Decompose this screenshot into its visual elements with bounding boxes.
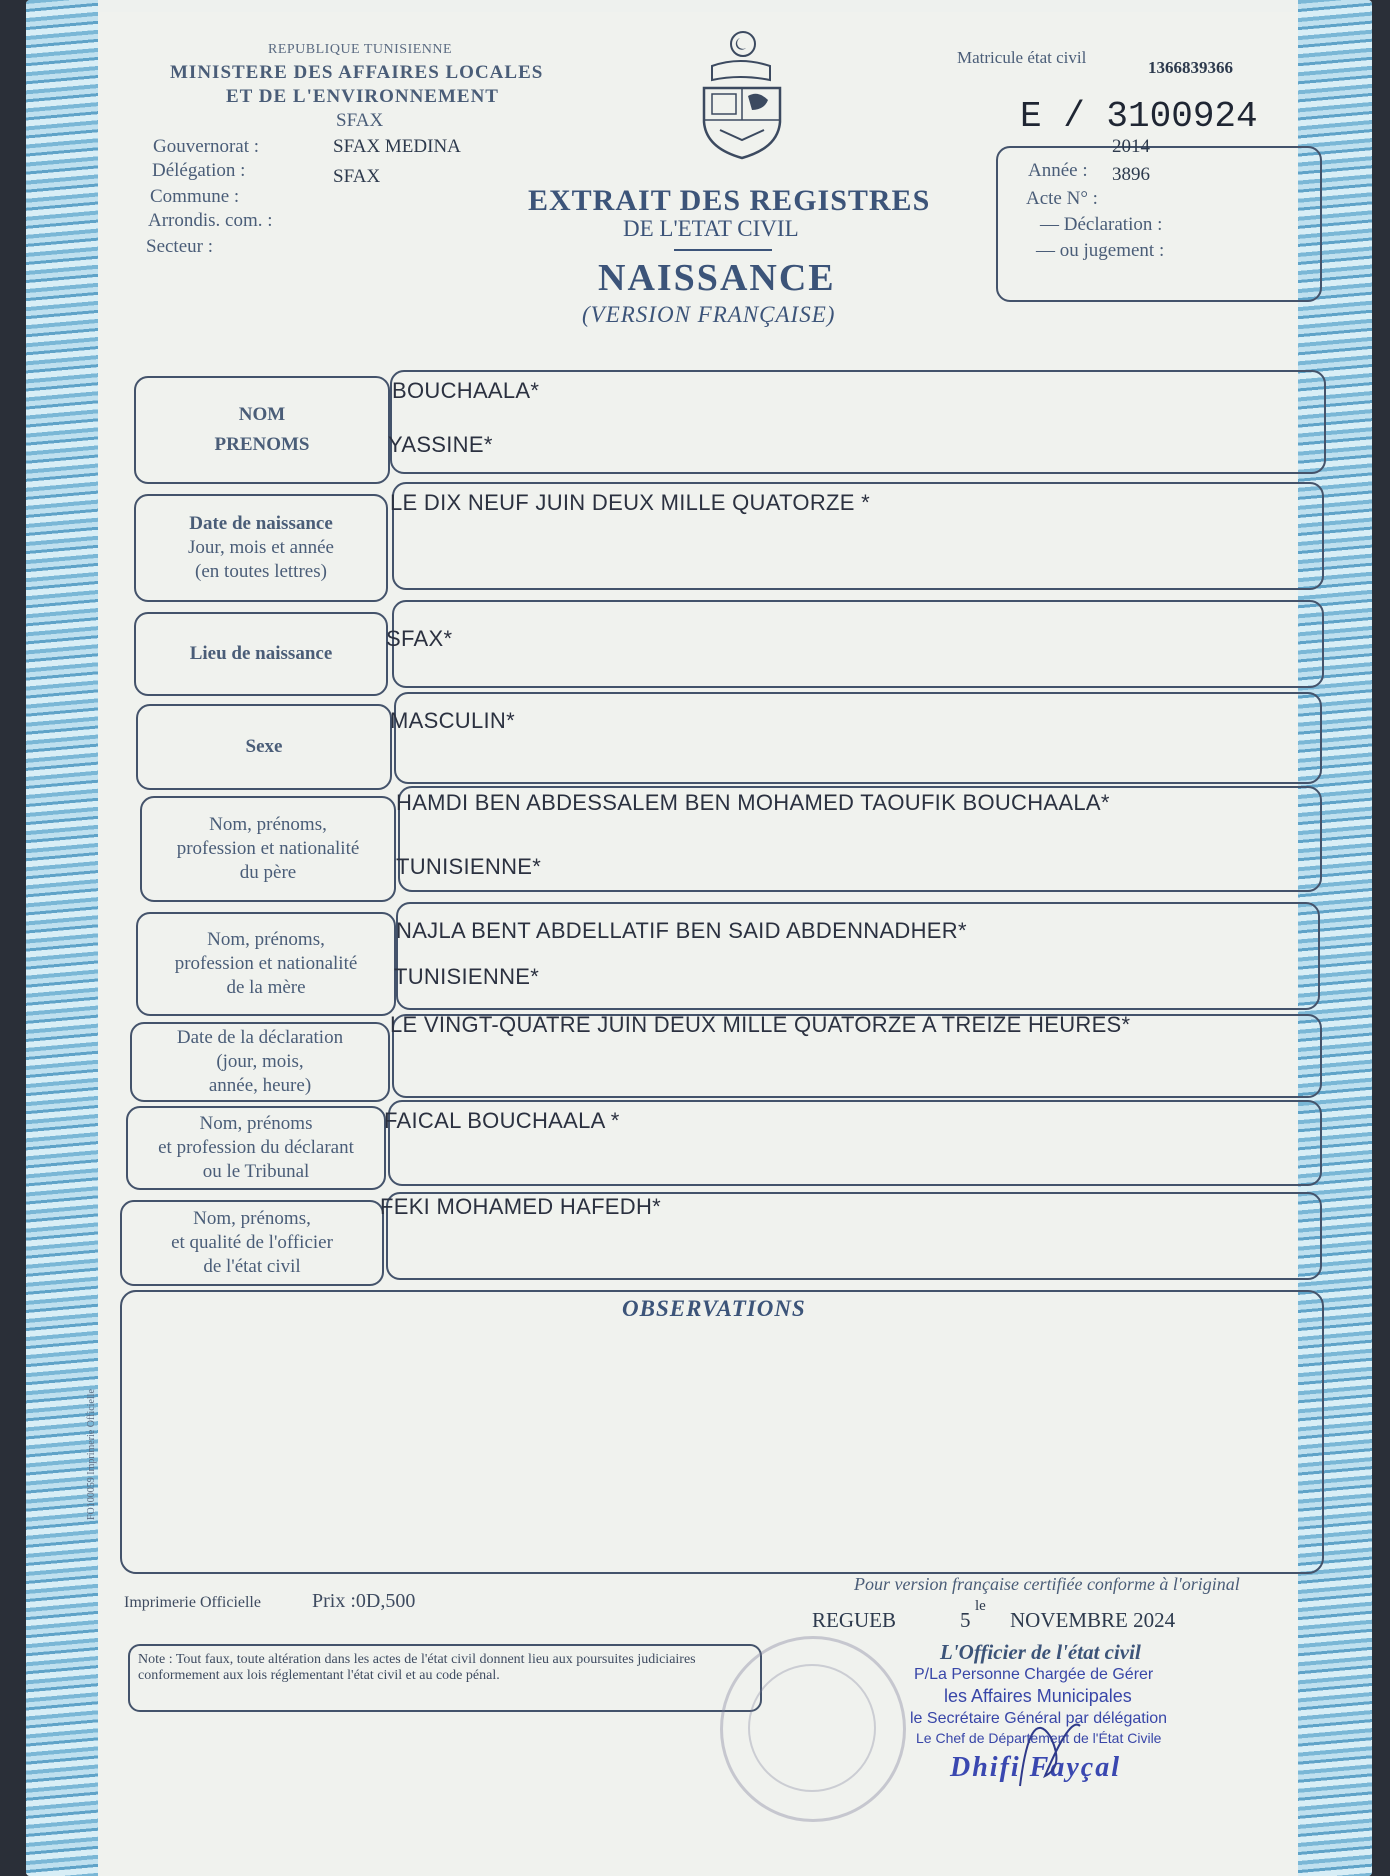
nom-label: NOM: [238, 403, 286, 425]
certification-text: Pour version française certifiée conforme à l'original: [854, 1574, 1240, 1594]
handwritten-signature: [1010, 1696, 1090, 1796]
signature-line1: P/La Personne Chargée de Gérer: [914, 1666, 1154, 1683]
prenoms-label: PRENOMS: [214, 434, 310, 455]
observations-label: OBSERVATIONS: [622, 1296, 806, 1321]
imprimerie-label: Imprimerie Officielle: [124, 1594, 261, 1611]
declarant-label2: et profession du déclarant: [158, 1136, 354, 1158]
mere-nationality-value: TUNISIENNE*: [394, 964, 540, 989]
coat-of-arms-emblem: [690, 30, 790, 160]
jugement-label: — ou jugement :: [1036, 240, 1165, 261]
declaration-date-value: LE VINGT-QUATRE JUIN DEUX MILLE QUATORZE A TREIZE HEURES*: [390, 1012, 1131, 1037]
title-divider: [674, 249, 772, 251]
lieu-naissance-label-box: [134, 612, 388, 696]
signature-name: Dhifi Fayçal: [950, 1752, 1121, 1783]
lieu-naissance-value-box: [392, 600, 1324, 688]
gouvernorat-value: SFAX MEDINA: [333, 136, 461, 157]
date-naissance-label-box: [134, 494, 388, 602]
city-label: SFAX: [336, 110, 384, 131]
declarant-label-box: [126, 1106, 386, 1190]
officier-label2: et qualité de l'officier: [171, 1231, 333, 1253]
acte-label: Acte N° :: [1026, 188, 1098, 209]
annee-value: 2014: [1112, 136, 1150, 157]
mere-label-line3: de la mère: [226, 977, 306, 999]
matricule-label: Matricule état civil: [957, 48, 1087, 67]
declaration-date-label3: année, heure): [208, 1075, 312, 1097]
document-subtitle: DE L'ETAT CIVIL: [623, 216, 799, 241]
date-naissance-sublabel1: Jour, mois et année: [188, 536, 334, 558]
ministry-line1: MINISTERE DES AFFAIRES LOCALES: [170, 62, 544, 83]
sexe-label: Sexe: [245, 735, 283, 757]
document-title: EXTRAIT DES REGISTRES: [528, 184, 931, 217]
observations-box: [120, 1290, 1324, 1574]
declarant-label3: ou le Tribunal: [202, 1161, 310, 1183]
lieu-naissance-label: Lieu de naissance: [189, 642, 333, 664]
side-print-code: FO100059 Imprimerie Officielle: [86, 1389, 97, 1520]
legal-note: Note : Tout faux, toute altération dans les actes de l'état civil donnent lieu aux poursuites judiciaires conformement aux lois réglementant l'état civil et au code pénal.: [128, 1644, 762, 1712]
serial-number: E / 3100924: [1020, 96, 1258, 137]
pere-nationality-value: TUNISIENNE*: [396, 854, 542, 879]
declaration-date-label-box: [130, 1022, 390, 1102]
delegation-value: SFAX: [333, 166, 381, 187]
pere-label-line1: Nom, prénoms,: [209, 813, 327, 835]
pere-name-value: HAMDI BEN ABDESSALEM BEN MOHAMED TAOUFIK BOUCHAALA*: [396, 790, 1110, 815]
declaration-label: — Déclaration :: [1040, 214, 1163, 235]
gouvernorat-label: Gouvernorat :: [153, 136, 260, 157]
acte-value: 3896: [1112, 164, 1150, 185]
lieu-naissance-value: SFAX*: [386, 626, 453, 651]
mere-label-line2: profession et nationalité: [174, 952, 358, 974]
signature-line4: Le Chef de Département de l'État Civile: [916, 1730, 1162, 1746]
republic-label: REPUBLIQUE TUNISIENNE: [268, 42, 453, 57]
arrondis-label: Arrondis. com. :: [148, 210, 273, 231]
date-sup: le: [975, 1598, 986, 1614]
delegation-label: Délégation :: [152, 160, 246, 181]
pere-label-line3: du père: [239, 862, 297, 884]
declarant-label1: Nom, prénoms: [199, 1112, 313, 1134]
sexe-value: MASCULIN*: [390, 708, 515, 733]
date-naissance-sublabel2: (en toutes lettres): [195, 561, 327, 583]
version-francaise: (VERSION FRANÇAISE): [582, 302, 836, 327]
mere-name-value: NAJLA BENT ABDELLATIF BEN SAID ABDENNADHER*: [396, 918, 967, 943]
date-month-year: NOVEMBRE 2024: [1010, 1608, 1176, 1632]
officier-label1: Nom, prénoms,: [193, 1207, 311, 1229]
naissance-title: NAISSANCE: [598, 257, 836, 299]
official-stamp-inner: [748, 1664, 876, 1792]
prix-label: Prix :0D,500: [312, 1590, 416, 1612]
officier-title: L'Officier de l'état civil: [940, 1640, 1141, 1664]
pere-label-box: [140, 796, 396, 902]
declarant-value: FAICAL BOUCHAALA *: [384, 1108, 620, 1133]
prenoms-value: YASSINE*: [388, 432, 493, 457]
nom-prenoms-label-box: [134, 376, 390, 484]
pere-label-line2: profession et nationalité: [176, 837, 360, 859]
commune-label: Commune :: [150, 186, 240, 207]
declaration-date-label1: Date de la déclaration: [176, 1026, 344, 1048]
place-label: REGUEB: [812, 1608, 896, 1632]
mere-label-line1: Nom, prénoms,: [207, 928, 325, 950]
officier-label-box: [120, 1200, 384, 1286]
date-naissance-value: LE DIX NEUF JUIN DEUX MILLE QUATORZE *: [390, 490, 871, 515]
left-decorative-border: [26, 0, 98, 1876]
date-naissance-label: Date de naissance: [189, 512, 333, 534]
secteur-label: Secteur :: [146, 236, 214, 257]
officier-value: FEKI MOHAMED HAFEDH*: [380, 1194, 662, 1219]
signature-line3: le Secrétaire Général par délégation: [910, 1710, 1168, 1727]
matricule-value: 1366839366: [1148, 58, 1233, 77]
officier-label3: de l'état civil: [203, 1256, 301, 1278]
signature-line2: les Affaires Municipales: [944, 1686, 1132, 1706]
mere-label-box: [136, 912, 396, 1016]
sexe-label-box: [136, 704, 392, 790]
nom-value: BOUCHAALA*: [392, 378, 540, 403]
date-day: 5: [960, 1608, 971, 1632]
declaration-date-label2: (jour, mois,: [216, 1050, 304, 1072]
annee-label: Année :: [1028, 160, 1088, 181]
ministry-line2: ET DE L'ENVIRONNEMENT: [226, 86, 499, 107]
sexe-value-box: [394, 692, 1322, 784]
